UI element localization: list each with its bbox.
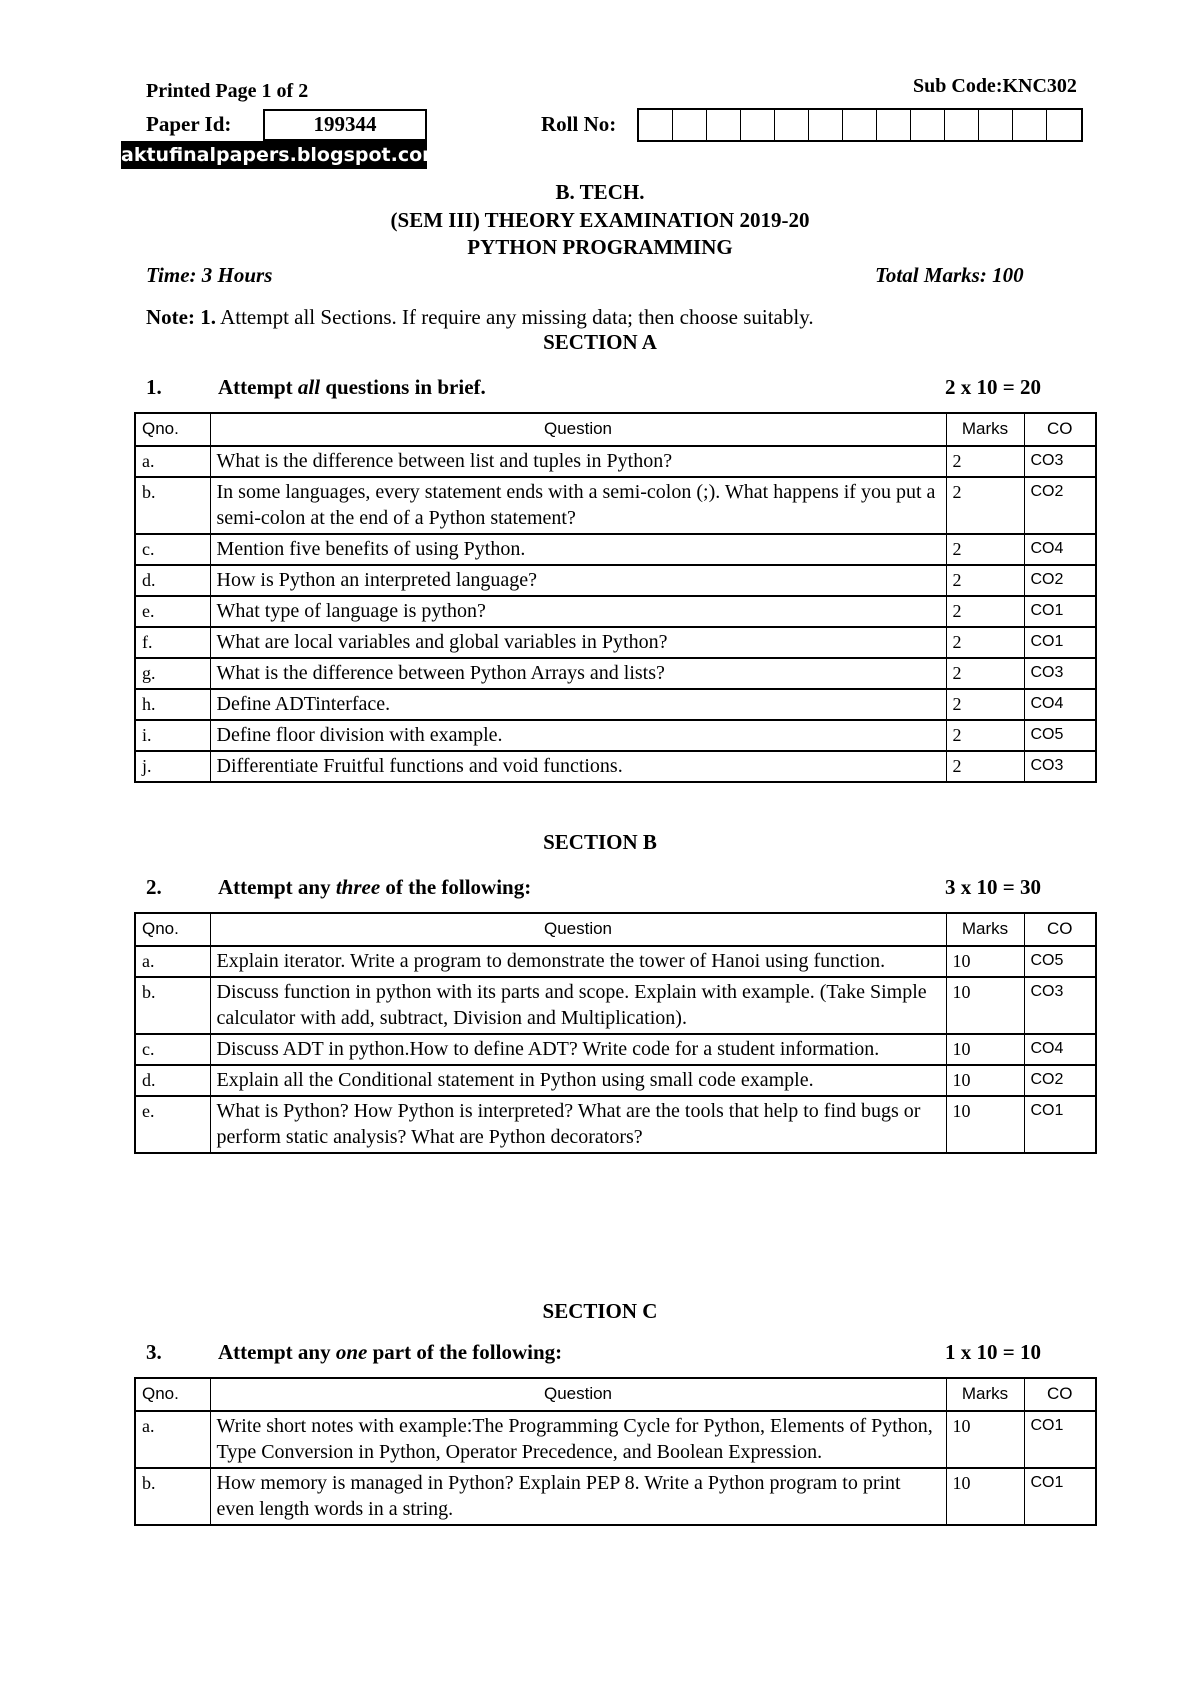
- question-cell: What type of language is python?: [210, 596, 946, 627]
- co-cell: CO1: [1024, 596, 1096, 627]
- co-cell: CO2: [1024, 1065, 1096, 1096]
- instruction-text: of the following:: [380, 875, 532, 899]
- instruction-text: Attempt: [218, 375, 298, 399]
- section-title: SECTION B: [543, 830, 657, 854]
- header-qno: Qno.: [135, 1378, 210, 1411]
- marks-cell: 10: [946, 1468, 1024, 1525]
- co-cell: CO3: [1024, 446, 1096, 477]
- qno-cell: d.: [135, 565, 210, 596]
- roll-box[interactable]: [843, 110, 877, 140]
- co-cell: CO1: [1024, 1411, 1096, 1468]
- question-cell: What is Python? How Python is interpreted? What are the tools that help to find bugs or perform static analysis? What are Python decorators?: [210, 1096, 946, 1153]
- table-header-row: [135, 1378, 1096, 1411]
- question-cell: Write short notes with example:The Programming Cycle for Python, Elements of Python, Type Conversion in Python, Operator Precedence, and Boolean Expression.: [210, 1411, 946, 1468]
- instruction-text: Attempt any: [218, 1340, 336, 1364]
- marks-cell: 2: [946, 446, 1024, 477]
- table-row: [135, 689, 1096, 720]
- question-cell: What is the difference between list and tuples in Python?: [210, 446, 946, 477]
- question-cell: How is Python an interpreted language?: [210, 565, 946, 596]
- question-number: 1.: [146, 375, 162, 399]
- qno-cell: g.: [135, 658, 210, 689]
- section-title: SECTION A: [543, 330, 657, 354]
- qno-cell: a.: [135, 946, 210, 977]
- co-cell: CO4: [1024, 1034, 1096, 1065]
- table-row: [135, 1096, 1096, 1153]
- roll-box[interactable]: [1047, 110, 1081, 140]
- co-cell: CO4: [1024, 689, 1096, 720]
- subject-title: PYTHON PROGRAMMING: [467, 235, 733, 259]
- roll-number-boxes[interactable]: [637, 108, 1083, 142]
- question-cell: What is the difference between Python Arrays and lists?: [210, 658, 946, 689]
- section-instruction: [218, 375, 486, 400]
- instruction-emphasis: one: [335, 1340, 368, 1364]
- marks-cell: 10: [946, 1096, 1024, 1153]
- time-label: Time: 3 Hours: [146, 263, 273, 287]
- section-instruction: [218, 1340, 562, 1365]
- instruction-text: Attempt any: [218, 875, 336, 899]
- qno-cell: h.: [135, 689, 210, 720]
- table-row: [135, 751, 1096, 782]
- question-cell: Discuss function in python with its parts and scope. Explain with example. (Take Simple calculator with add, subtract, Division and Multiplication).: [210, 977, 946, 1034]
- co-cell: CO1: [1024, 627, 1096, 658]
- marks-cell: 2: [946, 720, 1024, 751]
- table-header-row: [135, 913, 1096, 946]
- table-row: [135, 627, 1096, 658]
- section-instruction: [218, 875, 531, 900]
- table-row: [135, 946, 1096, 977]
- co-cell: CO5: [1024, 946, 1096, 977]
- roll-box[interactable]: [809, 110, 843, 140]
- paper-id-label: Paper Id:: [146, 112, 232, 136]
- table-row: [135, 477, 1096, 534]
- co-cell: CO1: [1024, 1096, 1096, 1153]
- marks-cell: 2: [946, 596, 1024, 627]
- roll-no-label: Roll No:: [541, 112, 617, 136]
- roll-box[interactable]: [775, 110, 809, 140]
- header-marks: Marks: [946, 913, 1024, 946]
- question-cell: Define ADTinterface.: [210, 689, 946, 720]
- question-cell: How memory is managed in Python? Explain PEP 8. Write a Python program to print even length words in a string.: [210, 1468, 946, 1525]
- question-cell: Explain all the Conditional statement in Python using small code example.: [210, 1065, 946, 1096]
- marks-cell: 2: [946, 751, 1024, 782]
- degree-title: B. TECH.: [555, 180, 645, 204]
- section-marks: 3 x 10 = 30: [945, 875, 1041, 899]
- qno-cell: b.: [135, 1468, 210, 1525]
- marks-cell: 10: [946, 1065, 1024, 1096]
- marks-cell: 2: [946, 658, 1024, 689]
- question-cell: Discuss ADT in python.How to define ADT? Write code for a student information.: [210, 1034, 946, 1065]
- note-label: Note:: [146, 305, 195, 329]
- question-cell: Explain iterator. Write a program to demonstrate the tower of Hanoi using function.: [210, 946, 946, 977]
- printed-page: Printed Page 1 of 2: [146, 80, 309, 102]
- section-marks: 2 x 10 = 20: [945, 375, 1041, 399]
- marks-cell: 2: [946, 627, 1024, 658]
- qno-cell: e.: [135, 1096, 210, 1153]
- note: [146, 305, 814, 330]
- co-cell: CO2: [1024, 565, 1096, 596]
- co-cell: CO5: [1024, 720, 1096, 751]
- marks-cell: 10: [946, 1411, 1024, 1468]
- roll-box[interactable]: [911, 110, 945, 140]
- question-number: 3.: [146, 1340, 162, 1364]
- table-row: [135, 565, 1096, 596]
- question-number: 2.: [146, 875, 162, 899]
- header-question: Question: [210, 413, 946, 446]
- table-row: [135, 720, 1096, 751]
- co-cell: CO2: [1024, 477, 1096, 534]
- marks-cell: 2: [946, 565, 1024, 596]
- roll-box[interactable]: [877, 110, 911, 140]
- header-marks: Marks: [946, 413, 1024, 446]
- qno-cell: i.: [135, 720, 210, 751]
- marks-cell: 10: [946, 1034, 1024, 1065]
- table-row: [135, 977, 1096, 1034]
- question-table: [134, 912, 1097, 1154]
- table-row: [135, 1065, 1096, 1096]
- table-row: [135, 446, 1096, 477]
- marks-cell: 10: [946, 946, 1024, 977]
- header-co: CO: [1024, 1378, 1096, 1411]
- qno-cell: b.: [135, 977, 210, 1034]
- roll-box[interactable]: [673, 110, 707, 140]
- table-row: [135, 658, 1096, 689]
- note-number: 1.: [200, 305, 216, 329]
- instruction-emphasis: all: [297, 375, 321, 399]
- roll-box[interactable]: [639, 110, 673, 140]
- section-title: SECTION C: [542, 1299, 658, 1323]
- qno-cell: c.: [135, 534, 210, 565]
- marks-cell: 2: [946, 477, 1024, 534]
- qno-cell: f.: [135, 627, 210, 658]
- qno-cell: a.: [135, 1411, 210, 1468]
- qno-cell: c.: [135, 1034, 210, 1065]
- marks-cell: 10: [946, 977, 1024, 1034]
- header-qno: Qno.: [135, 913, 210, 946]
- table-row: [135, 1034, 1096, 1065]
- roll-box[interactable]: [707, 110, 741, 140]
- header-co: CO: [1024, 913, 1096, 946]
- question-cell: In some languages, every statement ends with a semi-colon (;). What happens if you put a semi-colon at the end of a Python statement?: [210, 477, 946, 534]
- roll-box[interactable]: [979, 110, 1013, 140]
- co-cell: CO3: [1024, 977, 1096, 1034]
- table-header-row: [135, 413, 1096, 446]
- marks-cell: 2: [946, 534, 1024, 565]
- question-table: [134, 412, 1097, 783]
- question-cell: What are local variables and global variables in Python?: [210, 627, 946, 658]
- header-qno: Qno.: [135, 413, 210, 446]
- instruction-emphasis: three: [335, 875, 381, 899]
- header-co: CO: [1024, 413, 1096, 446]
- qno-cell: a.: [135, 446, 210, 477]
- question-table: [134, 1377, 1097, 1526]
- qno-cell: e.: [135, 596, 210, 627]
- question-cell: Define floor division with example.: [210, 720, 946, 751]
- sub-code: Sub Code:KNC302: [913, 75, 1077, 97]
- co-cell: CO4: [1024, 534, 1096, 565]
- roll-box[interactable]: [1013, 110, 1047, 140]
- blog-watermark: aktufinalpapers.blogspot.com: [121, 141, 427, 169]
- paper-id-value: 199344: [263, 109, 427, 141]
- co-cell: CO3: [1024, 751, 1096, 782]
- table-row: [135, 1468, 1096, 1525]
- section-marks: 1 x 10 = 10: [945, 1340, 1041, 1364]
- table-row: [135, 534, 1096, 565]
- total-marks: Total Marks: 100: [875, 263, 1024, 287]
- roll-box[interactable]: [945, 110, 979, 140]
- exam-title: (SEM III) THEORY EXAMINATION 2019-20: [390, 208, 810, 232]
- qno-cell: j.: [135, 751, 210, 782]
- header-question: Question: [210, 913, 946, 946]
- table-row: [135, 596, 1096, 627]
- co-cell: CO1: [1024, 1468, 1096, 1525]
- header-marks: Marks: [946, 1378, 1024, 1411]
- qno-cell: b.: [135, 477, 210, 534]
- roll-box[interactable]: [741, 110, 775, 140]
- table-row: [135, 1411, 1096, 1468]
- question-cell: Mention five benefits of using Python.: [210, 534, 946, 565]
- note-text: Attempt all Sections. If require any missing data; then choose suitably.: [215, 305, 814, 329]
- marks-cell: 2: [946, 689, 1024, 720]
- instruction-text: part of the following:: [367, 1340, 563, 1364]
- instruction-text: questions in brief.: [320, 375, 486, 399]
- question-cell: Differentiate Fruitful functions and void functions.: [210, 751, 946, 782]
- header-question: Question: [210, 1378, 946, 1411]
- co-cell: CO3: [1024, 658, 1096, 689]
- qno-cell: d.: [135, 1065, 210, 1096]
